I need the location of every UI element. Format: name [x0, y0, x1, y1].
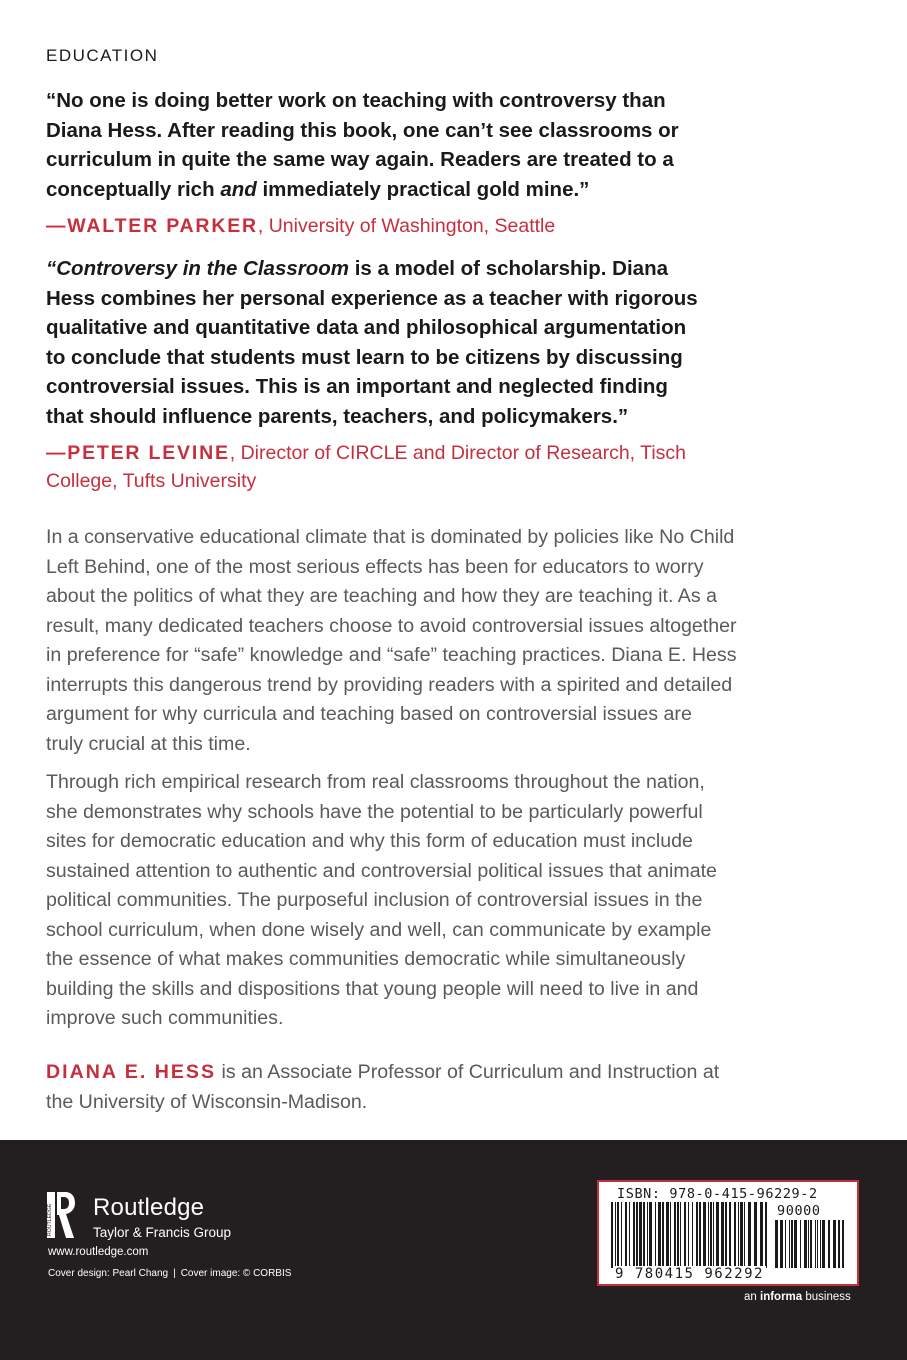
attribution-line: College, Tufts University — [46, 470, 257, 492]
barcode-bar — [629, 1202, 630, 1268]
barcode-bar — [617, 1202, 619, 1268]
barcode-bar — [820, 1220, 821, 1268]
paragraph-line: building the skills and dispositions that young people will need to live in and — [46, 977, 699, 1000]
paragraph-line: she demonstrates why schools have the potential to be particularly powerful — [46, 800, 703, 823]
barcode-bar — [662, 1202, 664, 1268]
informa-pre: an — [744, 1291, 760, 1303]
routledge-logo-icon — [47, 1192, 75, 1238]
barcode-bar — [692, 1202, 693, 1268]
paragraph-line: the essence of what makes communities democratic while simultaneously — [46, 948, 686, 970]
barcode-bar — [684, 1202, 686, 1268]
quote-text: immediately practical gold mine.” — [256, 177, 590, 201]
quote-line — [46, 175, 876, 205]
logo-vertical-text: ROUTLEDGE — [47, 1203, 53, 1236]
barcode-bar — [625, 1202, 627, 1268]
barcode-bar — [789, 1220, 790, 1268]
paragraph-line: argument for why curricula and teaching based on controversial issues are — [46, 703, 692, 725]
paragraph-line: sites for democratic education and why this form of education must include — [46, 830, 693, 852]
barcode-bar — [699, 1202, 701, 1268]
quote-walter-parker — [46, 86, 876, 204]
category-label: EDUCATION — [46, 46, 159, 65]
barcode-bar — [791, 1220, 793, 1268]
informa-tagline — [744, 1291, 851, 1303]
barcode-bar — [670, 1202, 671, 1268]
publisher-group: Taylor & Francis Group — [93, 1225, 232, 1240]
quote-line: to conclude that students must learn to be citizens by discussing — [46, 345, 683, 369]
paragraph-line: interrupts this dangerous trend by providing readers with a spirited and detailed — [46, 673, 733, 696]
isbn-barcode — [597, 1180, 859, 1286]
barcode-bar — [716, 1202, 719, 1268]
addon-barcode-bars — [775, 1220, 847, 1268]
price-code: 90000 — [777, 1203, 821, 1219]
barcode-bar — [655, 1202, 656, 1268]
barcode-bar — [647, 1202, 648, 1268]
barcode-bar — [696, 1202, 698, 1268]
barcode-bar — [817, 1220, 818, 1268]
barcode-bar — [674, 1202, 676, 1268]
barcode-bar — [633, 1202, 635, 1268]
barcode-bar — [833, 1220, 836, 1268]
cover-credits — [48, 1268, 291, 1279]
barcode-bar — [754, 1202, 757, 1268]
informa-post: business — [802, 1291, 851, 1303]
bio-line: the University of Wisconsin-Madison. — [46, 1090, 368, 1113]
cover-image-credit: Cover image: © CORBIS — [180, 1268, 292, 1279]
barcode-bar — [666, 1202, 669, 1268]
quote-line: controversial issues. This is an important and neglected finding — [46, 375, 668, 398]
barcode-bar — [810, 1220, 812, 1268]
cover-design-credit: Cover design: Pearl Chang — [48, 1268, 169, 1279]
barcode-bar — [748, 1202, 751, 1268]
barcode-bar — [738, 1202, 739, 1268]
barcode-bar — [713, 1202, 714, 1268]
paragraph-line: Left Behind, one of the most serious effects has been for educators to worry — [46, 555, 704, 578]
barcode-bar — [643, 1202, 645, 1268]
barcode-bar — [636, 1202, 638, 1268]
barcode-bar — [688, 1202, 689, 1268]
attribution-name: —PETER LEVINE — [46, 442, 230, 464]
book-title-italic: “Controversy in the Classroom — [46, 257, 350, 280]
barcode-bar — [744, 1202, 745, 1268]
author-name: DIANA E. HESS — [46, 1061, 217, 1083]
paragraph-line: truly crucial at this time. — [46, 732, 251, 755]
attribution-walter-parker — [46, 212, 866, 240]
paragraph-line: school curriculum, when done wisely and well, can communicate by example — [46, 918, 712, 941]
bio-line — [46, 1058, 868, 1088]
paragraph-line: Through rich empirical research from real classrooms throughout the nation, — [46, 771, 705, 793]
informa-bold: informa — [760, 1291, 803, 1303]
barcode-bar — [680, 1202, 681, 1268]
paragraph-line: political communities. The purposeful inclusion of controversial issues in the — [46, 889, 703, 911]
barcode-bar — [760, 1202, 763, 1268]
barcode-bar — [842, 1220, 844, 1268]
barcode-bar — [800, 1220, 801, 1268]
barcode-bar — [649, 1202, 652, 1268]
barcode-bar — [740, 1202, 743, 1268]
ean-barcode-bars — [611, 1202, 771, 1268]
publisher-url: www.routledge.com — [48, 1246, 149, 1258]
barcode-bar — [611, 1202, 613, 1268]
publisher-name: Routledge — [93, 1194, 205, 1221]
attribution-affiliation: , University of Washington, Seattle — [257, 215, 556, 237]
barcode-bar — [677, 1202, 679, 1268]
paragraph-line: In a conservative educational climate that is dominated by policies like No Child — [46, 526, 735, 548]
attribution-affiliation: , Director of CIRCLE and Director of Research, Tisch — [229, 442, 687, 464]
barcode-bar — [780, 1220, 783, 1268]
quote-line: that should influence parents, teachers, and policymakers.” — [46, 404, 629, 428]
barcode-bar — [804, 1220, 807, 1268]
quote-line: Diana Hess. After reading this book, one can’t see classrooms or — [46, 118, 679, 142]
credit-separator: | — [173, 1268, 176, 1279]
paragraph-line: result, many dedicated teachers choose to avoid controversial issues altogether — [46, 614, 737, 637]
paragraph-line: improve such communities. — [46, 1007, 284, 1029]
barcode-bar — [808, 1220, 809, 1268]
paragraph-line: about the politics of what they are teaching and how they are teaching it. As a — [46, 585, 717, 607]
isbn-text: ISBN: 978-0-415-96229-2 — [617, 1186, 818, 1202]
barcode-bar — [765, 1202, 767, 1268]
paragraph-line: in preference for “safe” knowledge and “safe” teaching practices. Diana E. Hess — [46, 644, 737, 666]
quote-peter-levine — [46, 254, 876, 431]
barcode-bar — [785, 1220, 786, 1268]
barcode-bar — [838, 1220, 840, 1268]
barcode-bar — [721, 1202, 724, 1268]
quote-text: conceptually rich — [46, 177, 221, 201]
barcode-bar — [703, 1202, 706, 1268]
publisher-footer — [0, 1140, 907, 1360]
barcode-bar — [775, 1220, 778, 1268]
barcode-bar — [794, 1220, 797, 1268]
description-paragraph-1 — [46, 523, 868, 759]
attribution-peter-levine — [46, 439, 866, 495]
attribution-name: —WALTER PARKER — [46, 215, 258, 237]
barcode-bar — [658, 1202, 661, 1268]
barcode-bar — [621, 1202, 622, 1268]
quote-line: curriculum in quite the same way again. Readers are treated to a — [46, 148, 674, 171]
barcode-bar — [708, 1202, 709, 1268]
barcode-bar — [822, 1220, 825, 1268]
barcode-bar — [729, 1202, 731, 1268]
quote-line: “No one is doing better work on teaching with controversy than — [46, 89, 666, 112]
description-paragraph-2 — [46, 768, 868, 1034]
barcode-bar — [725, 1202, 727, 1268]
quote-line — [46, 254, 876, 284]
barcode-bar — [615, 1202, 616, 1268]
quote-emphasis: and — [220, 177, 257, 201]
author-bio — [46, 1058, 868, 1117]
paragraph-line: sustained attention to authentic and controversial political issues that animate — [46, 859, 717, 882]
barcode-bar — [828, 1220, 830, 1268]
barcode-digits: 9 780415 962292 — [615, 1266, 764, 1282]
quote-line: qualitative and quantitative data and philosophical argumentation — [46, 316, 687, 339]
barcode-bar — [815, 1220, 816, 1268]
barcode-bar — [710, 1202, 712, 1268]
barcode-bar — [639, 1202, 642, 1268]
quote-line: Hess combines her personal experience as a teacher with rigorous — [46, 286, 698, 310]
barcode-bar — [734, 1202, 736, 1268]
quote-text: is a model of scholarship. Diana — [349, 257, 668, 280]
bio-text: is an Associate Professor of Curriculum and Instruction at — [216, 1061, 720, 1083]
attribution-line — [46, 439, 866, 467]
